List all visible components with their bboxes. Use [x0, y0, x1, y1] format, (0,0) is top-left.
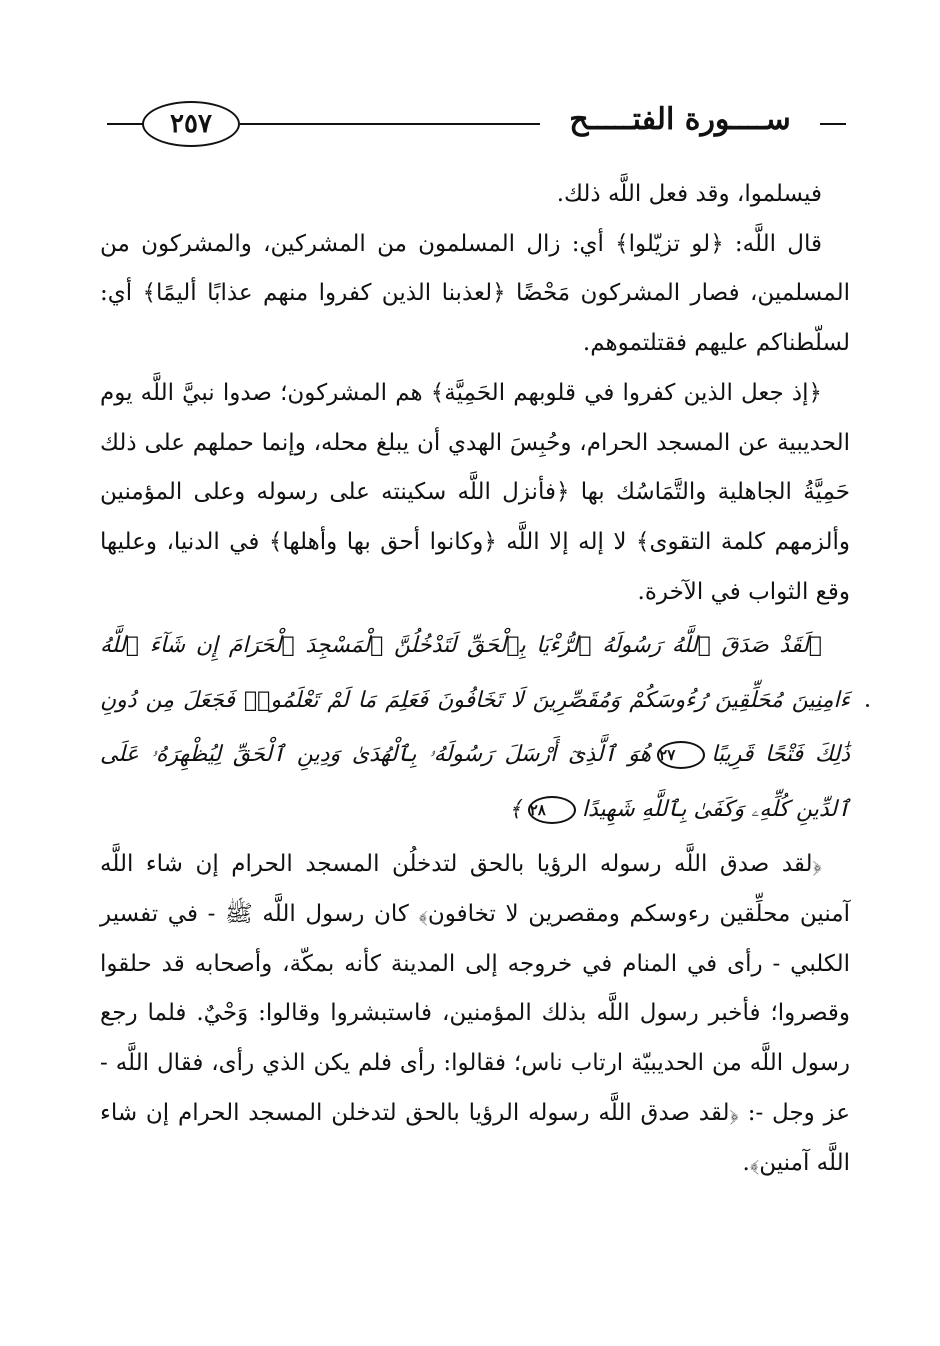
page-header — [0, 0, 940, 170]
quran-verse-28: هُوَ ٱلَّذِىٓ أَرْسَلَ رَسُولَهُۥ بِٱلْهُدَىٰ وَدِينِ ٱلْحَقِّ لِيُظْهِرَهُۥ عَلَى ٱلدِّينِ كُلِّهِۦ وَكَفَىٰ بِٱللَّهِ شَهِيدًا — [100, 742, 850, 822]
header-rule-middle — [240, 123, 540, 125]
main-text — [100, 170, 850, 1188]
header-rule-right — [820, 123, 846, 125]
page-number: ٢٥٧ — [142, 101, 240, 147]
quran-verse-27: ﴿لَقَدْ صَدَقَ ٱللَّهُ رَسُولَهُ ٱلرُّءْيَا بِٱلْحَقِّ لَتَدْخُلُنَّ ٱلْمَسْجِدَ ٱلْحَرَامَ إِن شَآءَ ٱللَّهُ ءَامِنِينَ مُحَلِّقِينَ رُءُوسَكُمْ وَمُقَصِّرِينَ لَا تَخَافُونَ فَعَلِمَ مَا لَمْ تَعْلَمُوا۟ فَجَعَلَ مِن دُونِ ذَٰلِكَ فَتْحًا قَرِيبًا — [100, 633, 850, 768]
surah-title: ســــورة الفتـــــح — [540, 96, 820, 144]
paragraph: فيسلموا، وقد فعل اللَّه ذلك. — [556, 181, 822, 207]
paragraph: ﴿إذ جعل الذين كفروا في قلوبهم الحَمِيَّة﴾ هم المشركون؛ صدوا نبيَّ اللَّه يوم الحديبية عن المسجد الحرام، وحُبِسَ الهدي أن يبلغ محله، وإنما حملهم على ذلك حَمِيَّةُ الجاهلية والتَّمَاسُك بها ﴿فأنزل اللَّه سكينته على رسوله وعلى المؤمنين وألزمهم كلمة التقوى﴾ لا إله إلا اللَّه ﴿وكانوا أحق بها وأهلها﴾ في الدنيا، وعليها وقع الثواب في الآخرة. — [100, 379, 850, 605]
ayah-number-marker: ٢٨ — [528, 796, 576, 824]
header-rule-left — [107, 123, 143, 125]
stray-ink-dot — [866, 704, 869, 707]
paragraph: قال اللَّه: ﴿لو تزيّلوا﴾ أي: زال المسلمون من المشركين، والمشركون من المسلمين، فصار المشركون مَحْضًا ﴿لعذبنا الذين كفروا منهم عذابًا أليمًا﴾ أي: لسلّطناكم عليهم فقتلتموهم. — [100, 230, 850, 357]
paragraph: ﴿لقد صدق اللَّه رسوله الرؤيا بالحق لتدخلُن المسجد الحرام إن شاء اللَّه آمنين محلِّقين رءوسكم ومقصرين لا تخافون﴾ كان رسول اللَّه ﷺ - في تفسير الكلبي - رأى في المنام في خروجه إلى المدينة كأنه بمكّة، وأصحابه قد حلقوا وقصروا؛ فأخبر رسول اللَّه بذلك المؤمنين، فاستبشروا وقالوا: وَحْيٌ. فلما رجع رسول اللَّه من الحديبيّة ارتاب ناس؛ فقالوا: رأى فلم يكن الذي رأى، فقال اللَّه - عز وجل -: ﴿لقد صدق اللَّه رسوله الرؤيا بالحق لتدخلن المسجد الحرام إن شاء اللَّه آمنين﴾. — [100, 851, 850, 1176]
ayah-number-marker: ٢٧ — [657, 741, 705, 769]
quran-closing-bracket: ﴾ — [508, 796, 522, 822]
quran-verses — [100, 619, 850, 837]
